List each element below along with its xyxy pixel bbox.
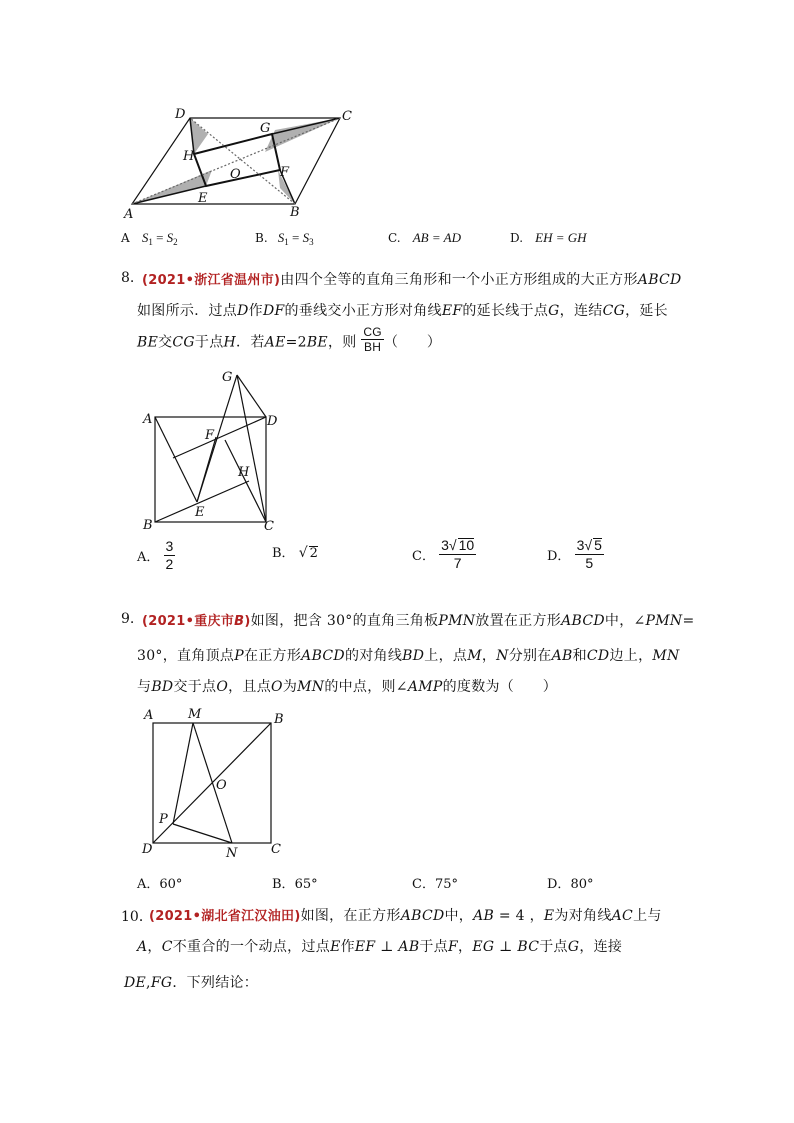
q8-text: 如图所示．过点	[137, 303, 238, 319]
q8-paren: （ ）	[383, 334, 442, 351]
q8-abcd: ABCD	[637, 272, 682, 288]
q8-option-c	[412, 537, 476, 572]
q9-source-close: )	[244, 614, 251, 629]
q7-b-rhs: S	[302, 230, 310, 245]
q9-figure	[138, 705, 298, 863]
q10-var: E	[543, 908, 555, 924]
q9-var: O	[216, 679, 229, 695]
q9-text: 如图，把含 30°的直角三角板	[250, 613, 439, 629]
q9-text: 与	[137, 679, 152, 695]
q9-text: 在正方形	[243, 648, 302, 664]
option-letter: D.	[510, 231, 524, 245]
q8-text: =2	[285, 334, 307, 351]
option-letter: B．	[272, 877, 295, 892]
q7-a-rsub: 2	[173, 237, 178, 247]
q9-text: 的中点，则∠	[324, 679, 408, 695]
q10-var: EF	[354, 939, 376, 955]
q8-a-den: 2	[165, 556, 174, 572]
q9-text: 中，∠	[604, 613, 646, 629]
q10-text: 于点	[539, 939, 568, 955]
q7-label-e: E	[198, 191, 208, 206]
q8-c-radicand: 10	[458, 537, 475, 553]
q8-label-h: H	[238, 465, 250, 480]
q8-option-b	[272, 542, 318, 561]
q8-d-coef: 3	[576, 537, 585, 553]
q9-var: N	[496, 648, 509, 664]
q9-option-b	[272, 873, 318, 892]
q9-text: 边上，	[609, 648, 653, 664]
q8-label-b: B	[143, 518, 153, 533]
q9-label-m: M	[188, 707, 202, 722]
q8-var: BE	[137, 334, 159, 351]
q10-var: A	[137, 939, 148, 955]
q8-c-fraction	[439, 537, 476, 572]
q7-c-expr: AB = AD	[412, 230, 461, 245]
q9-var: AMP	[407, 679, 443, 695]
q10-text: ，	[458, 939, 473, 955]
q8-d-fraction	[575, 537, 604, 572]
q9-var: MN	[652, 648, 680, 664]
q7-label-c: C	[342, 109, 352, 124]
option-letter: C．	[412, 549, 435, 564]
q9-text: 放置在正方形	[475, 613, 562, 629]
q9-text: ，	[481, 648, 497, 664]
q10-number: 10．	[121, 909, 153, 925]
q9-option-c	[412, 873, 458, 892]
q7-a-lsub: 1	[148, 237, 153, 247]
q8-line-3	[137, 325, 442, 354]
q10-text: ⊥	[494, 939, 518, 955]
q10-var: G	[567, 939, 580, 955]
q9-label-d: D	[142, 842, 153, 857]
q7-a-eq: =	[156, 230, 164, 245]
q8-frac-num: CG	[363, 325, 382, 339]
q10-text: 上与	[633, 908, 662, 924]
q9-var: M	[467, 648, 482, 664]
q10-text: ．下列结论：	[172, 975, 259, 991]
q8-label-f: F	[205, 428, 215, 443]
q10-var: AB	[398, 939, 420, 955]
q8-d-den: 5	[585, 555, 594, 571]
q7-option-b	[255, 230, 314, 247]
q9-var: ABCD	[561, 613, 605, 629]
q7-d-expr: EH = GH	[535, 230, 587, 245]
option-value: 60°	[159, 877, 183, 892]
q10-text: 为对角线	[554, 908, 612, 924]
q8-label-g: G	[222, 370, 233, 385]
q8-var: DF	[262, 303, 285, 319]
q7-b-eq: =	[292, 230, 300, 245]
q8-figure	[140, 365, 290, 535]
q9-text: ，且点	[228, 679, 272, 695]
q10-var: DE	[124, 975, 147, 991]
option-letter: A．	[137, 877, 160, 892]
option-letter: C．	[412, 877, 435, 892]
q9-text: 的度数为（ ）	[442, 679, 558, 695]
q9-line-3	[137, 676, 557, 696]
q10-var: E	[330, 939, 341, 955]
option-value: 65°	[294, 877, 318, 892]
q9-text: 上，点	[424, 648, 468, 664]
sqrt-icon: √	[298, 545, 308, 561]
q8-var: G	[548, 303, 560, 319]
q7-label-b: B	[290, 205, 300, 220]
q8-text: ，延长	[625, 303, 668, 319]
q7-option-a	[121, 230, 178, 247]
option-value: 75°	[434, 877, 458, 892]
option-letter: B.	[255, 231, 268, 245]
q9-var: P	[234, 648, 244, 664]
q8-text: ，则	[327, 334, 357, 351]
q8-label-a: A	[143, 412, 153, 427]
q10-source: (2021•湖北省江汉油田)	[149, 909, 301, 924]
q10-var: F	[448, 939, 459, 955]
q9-source	[142, 614, 251, 629]
q8-text: 的延长线于点	[462, 303, 549, 319]
q10-line-1	[149, 905, 662, 925]
q9-var: AB	[551, 648, 573, 664]
q9-number: 9.	[121, 611, 135, 627]
q8-c-coef: 3	[441, 537, 449, 553]
q9-text: 和	[572, 648, 587, 664]
option-value: 80°	[570, 877, 594, 892]
q8-text: 于点	[194, 334, 224, 351]
q8-text: 由四个全等的直角三角形和一个小正方形组成的大正方形	[280, 272, 638, 288]
q9-text: 交于点	[173, 679, 217, 695]
q9-var: MN	[297, 679, 325, 695]
q10-text: ，	[147, 939, 162, 955]
q9-seg-pn	[173, 824, 232, 843]
q9-text: =	[682, 613, 695, 629]
q8-var: AE	[264, 334, 286, 351]
q10-text: ,	[146, 975, 151, 991]
q7-label-f: F	[280, 165, 290, 180]
q10-text: 作	[340, 939, 355, 955]
q9-line-2	[137, 645, 680, 665]
q7-b-lhs: S	[277, 230, 285, 245]
q8-var: EF	[441, 303, 463, 319]
q7-option-c	[388, 230, 461, 246]
q8-line-2	[137, 300, 668, 320]
q8-seg	[155, 417, 197, 502]
q9-line-1	[142, 610, 694, 630]
q8-label-e: E	[195, 505, 205, 520]
q7-label-a: A	[124, 207, 134, 222]
q7-label-d: D	[175, 107, 186, 122]
q9-source-text: (2021•重庆市	[142, 614, 235, 629]
q8-c-den: 7	[453, 555, 462, 571]
option-letter: D．	[547, 877, 571, 892]
q8-number: 8.	[121, 270, 135, 286]
q9-var: ABCD	[301, 648, 345, 664]
option-letter: B．	[272, 546, 295, 561]
option-letter: D．	[547, 549, 571, 564]
q8-b-radicand: 2	[309, 546, 318, 561]
q9-label-o: O	[216, 778, 227, 793]
q9-var: PMN	[645, 613, 683, 629]
q10-var: ABCD	[400, 908, 445, 924]
q9-label-a: A	[144, 708, 154, 723]
option-letter: C.	[388, 231, 401, 245]
q7-a-rhs: S	[166, 230, 174, 245]
q8-text: 作	[248, 303, 263, 319]
q8-text: ，连结	[559, 303, 603, 319]
q7-b-lsub: 1	[284, 237, 289, 247]
q8-option-d	[547, 537, 604, 572]
q10-var: EG	[472, 939, 495, 955]
q8-seg	[225, 440, 266, 522]
q9-label-n: N	[226, 846, 238, 861]
q10-var: BC	[517, 939, 540, 955]
q8-a-fraction	[164, 538, 176, 573]
q8-var: BE	[306, 334, 328, 351]
sqrt-icon: √	[448, 537, 457, 553]
q9-option-d	[547, 873, 593, 892]
q8-var: H	[223, 334, 237, 351]
q10-var: C	[161, 939, 173, 955]
q8-var: CG	[172, 334, 195, 351]
q8-text: ．若	[236, 334, 265, 351]
q10-text: ⊥	[375, 939, 399, 955]
q10-var: FG	[150, 975, 173, 991]
q10-line-2	[137, 936, 622, 956]
q7-label-o: O	[230, 167, 241, 182]
q9-option-a	[137, 873, 182, 892]
q10-text: ，连接	[579, 939, 623, 955]
q9-label-c: C	[271, 842, 281, 857]
q9-text: 30°，直角顶点	[137, 648, 235, 664]
q8-ratio-fraction	[361, 325, 384, 354]
q8-d-radicand: 5	[594, 537, 602, 553]
q8-text: 交	[158, 334, 173, 351]
q7-option-d	[510, 230, 587, 246]
q7-label-h: H	[183, 149, 195, 164]
q9-label-p: P	[159, 812, 168, 827]
q10-var: AC	[611, 908, 634, 924]
q9-var: CD	[586, 648, 610, 664]
q8-var: CG	[602, 303, 626, 319]
q8-label-d: D	[267, 414, 278, 429]
q9-label-b: B	[274, 712, 284, 727]
q8-source: (2021•浙江省温州市)	[142, 273, 281, 288]
q8-line-1	[142, 269, 682, 289]
q9-seg-mp	[173, 723, 193, 824]
q10-line-3	[124, 972, 258, 992]
q8-label-c: C	[264, 519, 274, 534]
q7-b-rsub: 3	[309, 237, 314, 247]
q10-text: 中，	[444, 908, 474, 924]
q8-frac-den: BH	[363, 340, 382, 354]
q8-option-a	[137, 538, 175, 573]
q9-var: O	[271, 679, 283, 695]
q9-var: PMN	[438, 613, 476, 629]
q10-text: = 4 ，	[494, 908, 544, 924]
q10-text: 不重合的一个动点，过点	[172, 939, 331, 955]
q8-a-num: 3	[165, 538, 174, 554]
q7-label-g: G	[260, 121, 271, 136]
q7-figure	[120, 100, 370, 225]
q10-text: 如图，在正方形	[300, 908, 401, 924]
q10-text: 于点	[419, 939, 449, 955]
q9-text: 为	[282, 679, 298, 695]
q8-var: D	[237, 303, 249, 319]
q8-text: 的垂线交小正方形对角线	[284, 303, 442, 319]
q9-text: 分别在	[508, 648, 552, 664]
q9-source-b: B	[234, 614, 245, 629]
sqrt-icon: √	[584, 537, 593, 553]
q7-a-lhs: S	[141, 230, 149, 245]
option-letter: A	[121, 231, 130, 245]
q9-var: BD	[402, 648, 425, 664]
option-letter: A．	[137, 550, 160, 565]
q9-text: 的对角线	[344, 648, 403, 664]
q10-var: AB	[473, 908, 495, 924]
q9-var: BD	[151, 679, 174, 695]
